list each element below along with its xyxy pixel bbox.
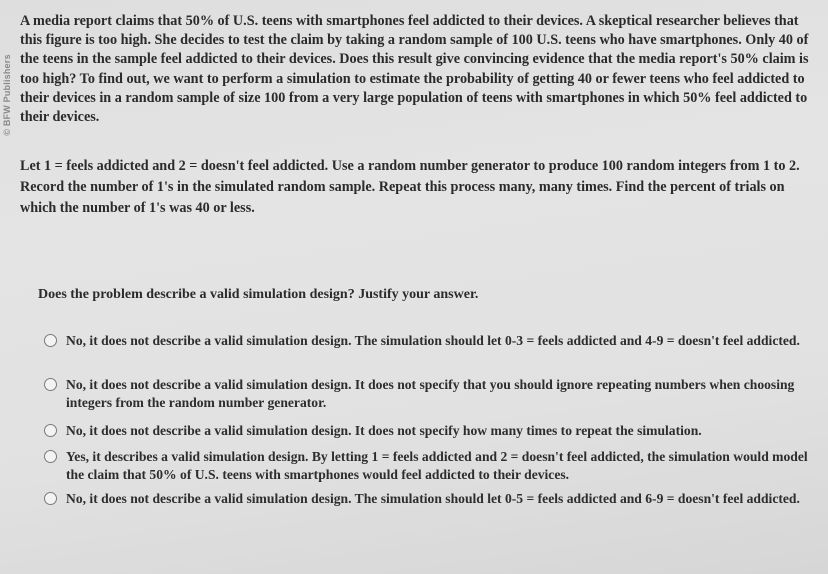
answer-option-5-text: No, it does not describe a valid simulation design. The simulation should let 0-5 = feels addicted and 6-9 = doesn't feel addicted. (66, 491, 800, 506)
publisher-watermark (0, 40, 14, 150)
answer-option-4-text: Yes, it describes a valid simulation design. By letting 1 = feels addicted and 2 = doesn't feel addicted, the simulation would model the claim that 50% of U.S. teens with smartphones would feel addicted to their devices. (66, 449, 808, 482)
problem-statement: A media report claims that 50% of U.S. teens with smartphones feel addicted to their devices. A skeptical researcher believes that this figure is too high. She decides to test the claim by taking a random sample of 100 U.S. teens who have smartphones. Only 40 of the teens in the sample feel addicted to their devices. Does this result give convincing evidence that the media report's 50% claim is too high? To find out, we want to perform a simulation to estimate the probability of getting 40 or fewer teens who feel addicted to their devices in a random sample of size 100 from a very large population of teens with smartphones in which 50% feel addicted to their devices. (20, 13, 809, 126)
publisher-mark-text: © BFW Publishers (2, 54, 12, 136)
answer-option-3-text: No, it does not describe a valid simulation design. It does not specify how many times to repeat the simulation. (66, 423, 702, 438)
radio-button-2[interactable] (44, 378, 57, 391)
simulation-procedure: Let 1 = feels addicted and 2 = doesn't feel addicted. Use a random number generator to produce 100 random integers from 1 to 2. Record the number of 1's in the simulated random sample. Repeat this process many, many times. Find the percent of trials on which the number of 1's was 40 or less. (20, 158, 800, 216)
answer-option-1[interactable] (44, 332, 814, 376)
radio-button-1[interactable] (44, 334, 57, 347)
radio-button-4[interactable] (44, 450, 57, 463)
answer-option-5[interactable] (44, 490, 814, 530)
answer-option-4[interactable] (44, 448, 814, 490)
answer-options (44, 332, 814, 530)
answer-option-1-text: No, it does not describe a valid simulation design. The simulation should let 0-3 = feels addicted and 4-9 = doesn't feel addicted. (66, 333, 800, 348)
question-prompt: Does the problem describe a valid simulation design? Justify your answer. (38, 287, 479, 302)
answer-option-2[interactable] (44, 376, 814, 422)
answer-option-2-text: No, it does not describe a valid simulation design. It does not specify that you should ignore repeating numbers when choosing integers from the random number generator. (66, 377, 795, 410)
radio-button-5[interactable] (44, 492, 57, 505)
radio-button-3[interactable] (44, 424, 57, 437)
answer-option-3[interactable] (44, 422, 814, 448)
